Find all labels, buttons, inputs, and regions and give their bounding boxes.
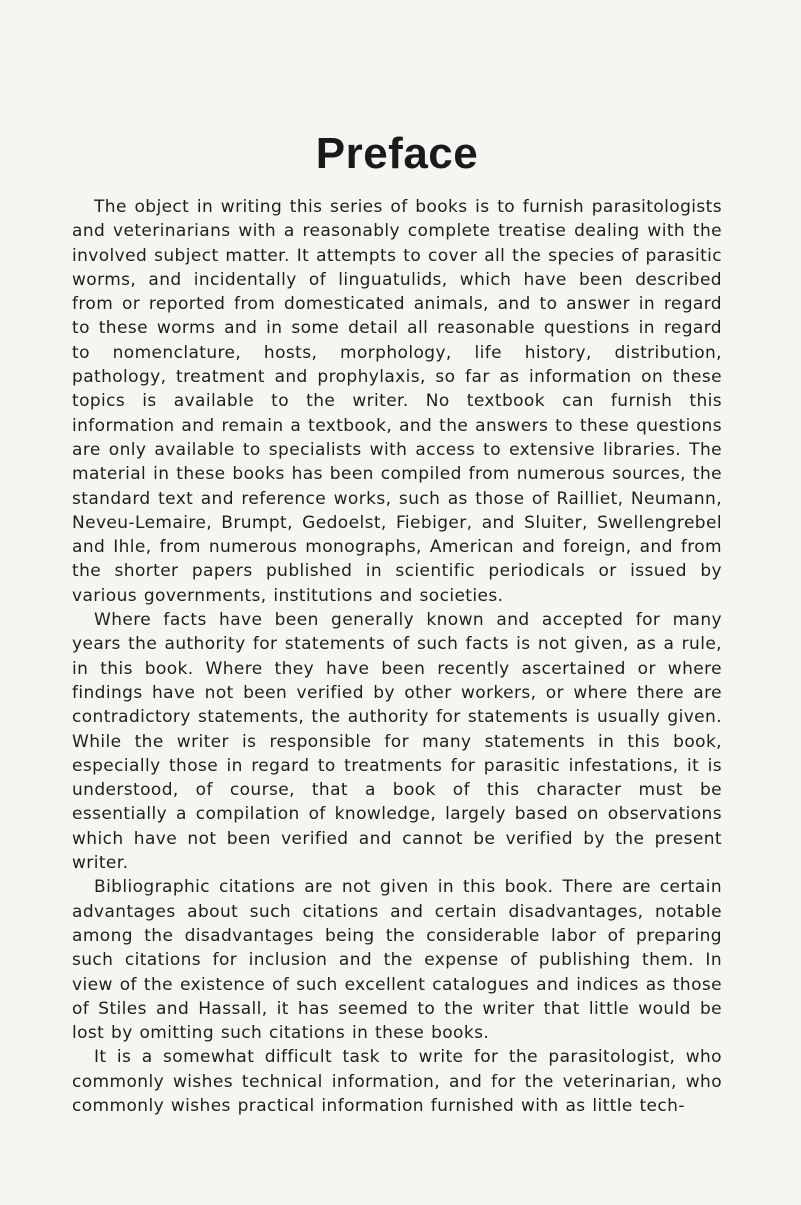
- preface-body: [72, 195, 722, 1118]
- paragraph-2: Where facts have been generally known and accepted for many years the authority for statements of such facts is not given, as a rule, in this book. Where they have been recently ascertained or where findings have not been verified by other workers, or where there are contradictory statements, the authority for statements is usually given. While the writer is responsible for many statements in this book, especially those in regard to treatments for parasitic infestations, it is understood, of course, that a book of this character must be essentially a compilation of knowledge, largely based on observations which have not been verified and cannot be verified by the present writer.: [72, 610, 722, 874]
- paragraph-1: The object in writing this series of books is to furnish parasitologists and veterinarians with a reasonably complete treatise dealing with the involved subject matter. It attempts to cover all the species of parasitic worms, and incidentally of linguatulids, which have been described from or reported from domesticated animals, and to answer in regard to these worms and in some detail all reasonable questions in regard to nomenclature, hosts, morphology, life history, distribution, pathology, treatment and prophylaxis, so far as information on these topics is available to the writer. No textbook can furnish this information and remain a textbook, and the answers to these questions are only available to specialists with access to extensive libraries. The material in these books has been compiled from numerous sources, the standard text and reference works, such as those of Railliet, Neumann, Neveu-Lemaire, Brumpt, Gedoelst, Fiebiger, and Sluiter, Swellengrebel and Ihle, from numerous monographs, American and foreign, and from the shorter papers published in scientific periodicals or issued by various governments, institutions and societies.: [72, 197, 722, 606]
- paragraph-3: Bibliographic citations are not given in this book. There are certain advantages about such citations and certain disadvantages, notable among the disadvantages being the considerable labor of preparing such citations for inclusion and the expense of publishing them. In view of the existence of such excellent catalogues and indices as those of Stiles and Hassall, it has seemed to the writer that little would be lost by omitting such citations in these books.: [72, 877, 722, 1044]
- page-title: Preface: [315, 129, 479, 178]
- paragraph-4: It is a somewhat difficult task to write for the parasitologist, who commonly wishes technical information, and for the veterinarian, who commonly wishes practical information furnished with as little tech-: [72, 1047, 722, 1116]
